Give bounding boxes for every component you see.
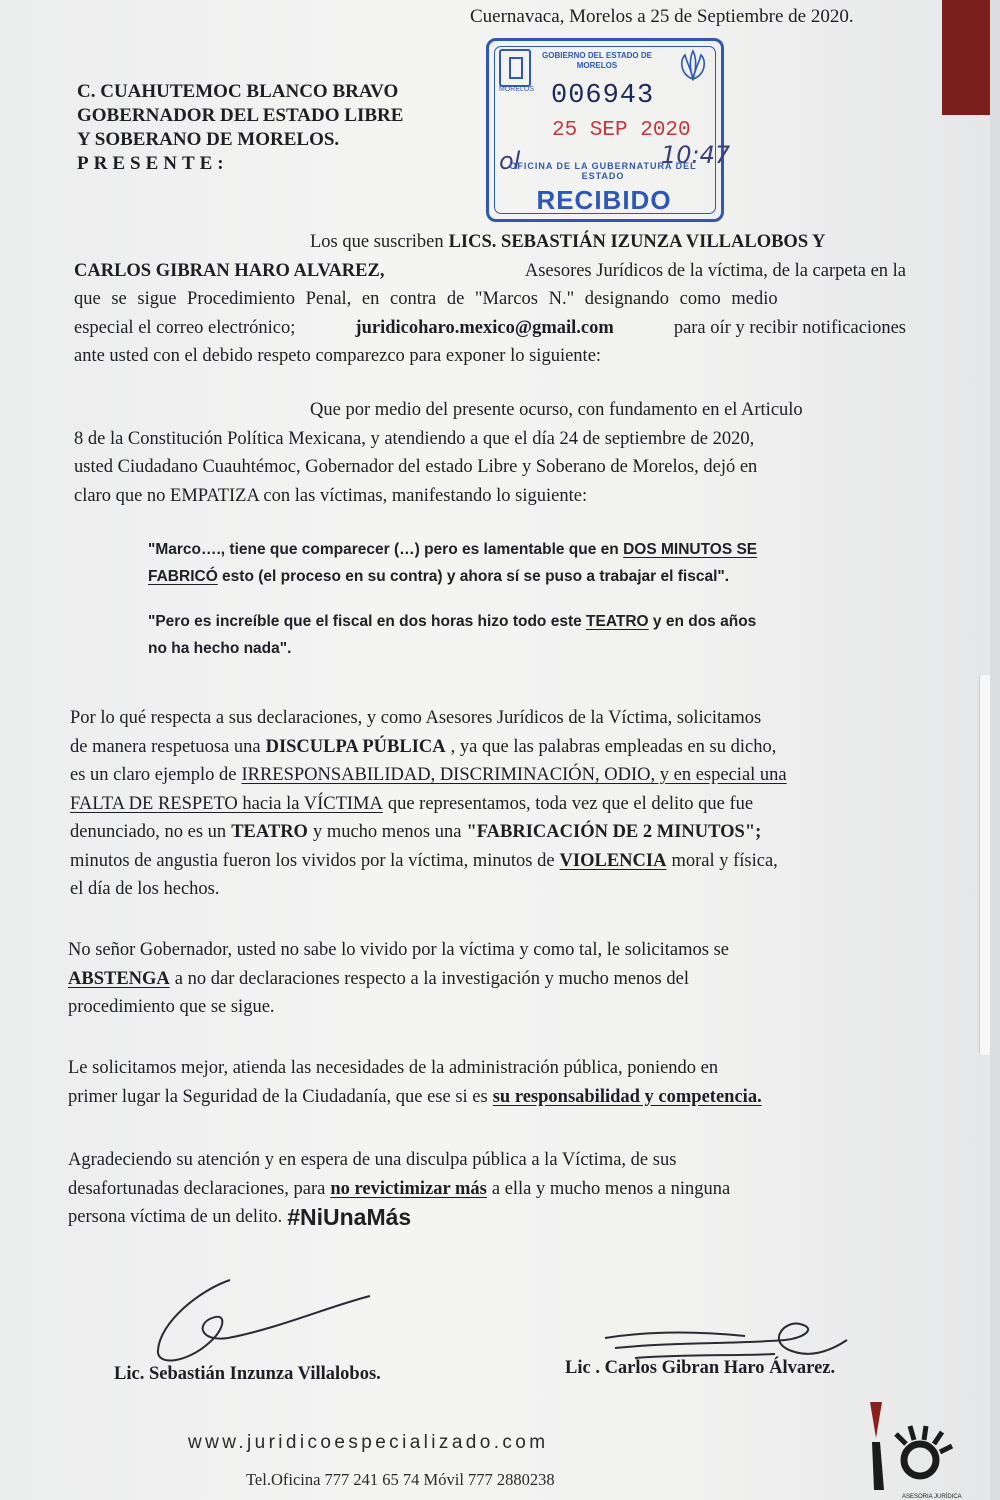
scroll-edge[interactable]	[979, 675, 990, 1055]
addressee-line: C. CUAHUTEMOC BLANCO BRAVO	[77, 81, 399, 102]
stamp-received: RECIBIDO	[536, 185, 672, 215]
signature-name-left: Lic. Sebastián Inzunza Villalobos.	[114, 1364, 381, 1384]
stamp-government: GOBIERNO DEL ESTADO DE MORELOS	[542, 51, 652, 70]
presente-line: PRESENTE:	[77, 153, 229, 174]
handwritten-initial: ol	[499, 147, 521, 175]
paragraph-intro: Los que suscriben LICS. SEBASTIÁN IZUNZA VILLALOBOS Y CARLOS GIBRAN HARO ALVAREZ, Asesores Jurídicos de la víctima, de la carpeta en la que se sigue Procedimiento Penal, en contra de "Marcos N." designando como medio especial el correo electrónico; juridicoharo.mexico@gmail.com para oír y recibir notificaciones ante usted con el debido respeto comparezco para exponer lo siguiente:	[74, 232, 906, 366]
stamp-morelos: MORELOS	[499, 86, 535, 93]
paragraph-abstain: No señor Gobernador, usted no sabe lo vivido por la víctima y como tal, le solicitamos se ABSTENGA a no dar declaraciones respecto a la investigación y mucho menos del procedimiento que se sigue.	[68, 940, 730, 1017]
firm-logo-icon	[862, 1398, 962, 1500]
email-link[interactable]: juridicoharo.mexico@gmail.com	[355, 317, 614, 338]
date-line: Cuernavaca, Morelos a 25 de Septiembre de 2020.	[470, 6, 854, 27]
addressee-block	[77, 80, 403, 176]
stamp-number: 006943	[551, 81, 655, 111]
logo-text: ASESORIA JURÍDICA	[902, 1494, 962, 1500]
morelos-flower-icon	[675, 49, 711, 83]
paragraph-basis: Que por medio del presente ocurso, con fundamento en el Articulo 8 de la Constitución Política Mexicana, y atendiendo a que el día 24 de septiembre de 2020, usted Ciudadano Cuauhtémoc, Gobernador del estado Libre y Soberano de Morelos, dejó en claro que no EMPATIZA con las víctimas, manifestando lo siguiente:	[74, 400, 803, 506]
footer-phone: Tel.Oficina 777 241 65 74 Móvil 777 2880238	[246, 1470, 555, 1489]
quote-1: "Marco…., tiene que comparecer (…) pero es lamentable que en DOS MINUTOS SE FABRICÓ esto (el proceso en su contra) y ahora sí se puso a trabajar el fiscal".	[148, 541, 758, 585]
signature-left-icon	[140, 1272, 380, 1372]
addressee-line: Y SOBERANO DE MORELOS.	[77, 129, 340, 150]
handwritten-time: 10:47	[661, 141, 731, 169]
paragraph-apology-request: Por lo qué respecta a sus declaraciones, y como Asesores Jurídicos de la Víctima, solicitamos de manera respetuosa una DISCULPA PÚBLICA , ya que las palabras empleadas en su dicho, es un claro ejemplo de IRRESPONSABILIDAD, DISCRIMINACIÓN, ODIO, y en especial una FALTA DE RESPETO hacia la VÍCTIMA que representamos, toda vez que el delito que fue denunciado, no es un TEATRO y mucho menos una "FABRICACIÓN DE 2 MINUTOS"; minutos de angustia fueron los vividos por la víctima, minutos de VIOLENCIA moral y física, el día de los hechos.	[70, 708, 787, 899]
quote-2: "Pero es increíble que el fiscal en dos horas hizo todo este TEATRO y en dos años no ha hecho nada".	[148, 613, 757, 657]
state-seal-icon	[499, 49, 531, 87]
stamp-office: OFICINA DE LA GUBERNATURA DEL ESTADO	[509, 161, 697, 181]
hashtag: #NiUnaMás	[287, 1204, 412, 1230]
addressee-line: GOBERNADOR DEL ESTADO LIBRE	[77, 105, 404, 126]
maroon-corner-bar	[942, 0, 990, 115]
received-stamp	[486, 38, 731, 222]
stamp-date: 25 SEP 2020	[552, 119, 691, 142]
paragraph-closing: Agradeciendo su atención y en espera de una disculpa pública a la Víctima, de sus desafortunadas declaraciones, para no revictimizar más a ella y mucho menos a ninguna persona víctima de un delito. #NiUnaMás	[68, 1150, 731, 1230]
paragraph-priorities: Le solicitamos mejor, atienda las necesidades de la administración pública, poniendo en primer lugar la Seguridad de la Ciudadanía, que ese si es su responsabilidad y competencia.	[68, 1058, 762, 1107]
signature-name-right: Lic . Carlos Gibran Haro Álvarez.	[565, 1358, 836, 1378]
footer-website[interactable]: www.juridicoespecializado.com	[188, 1432, 549, 1453]
